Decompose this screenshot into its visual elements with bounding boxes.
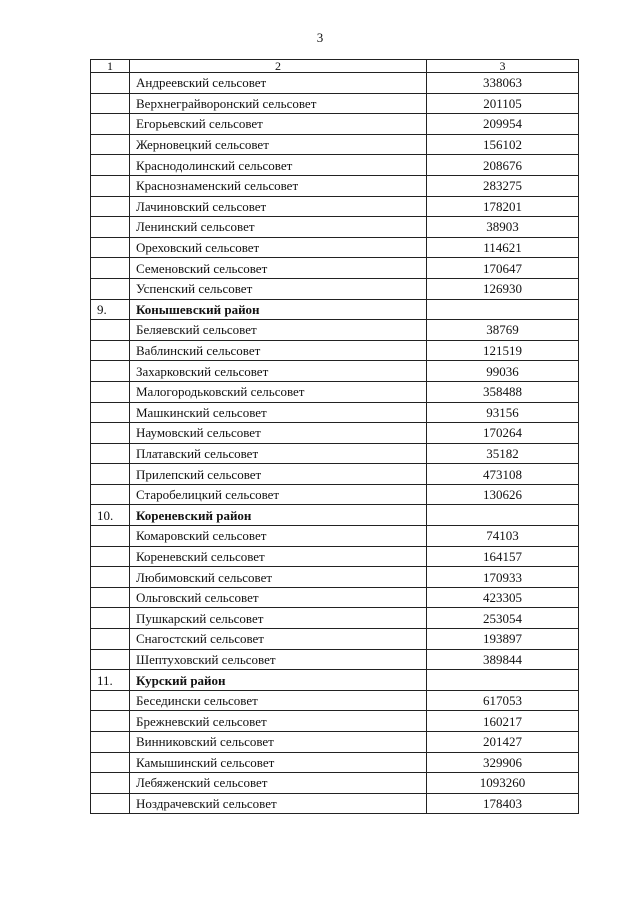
row-number-cell xyxy=(91,773,130,794)
row-name-cell: Захарковский сельсовет xyxy=(130,361,427,382)
row-name-cell: Лачиновский сельсовет xyxy=(130,196,427,217)
table-row xyxy=(91,526,579,547)
row-value-cell: 164157 xyxy=(427,546,579,567)
row-value-cell: 193897 xyxy=(427,629,579,650)
row-name-cell: Жерновецкий сельсовет xyxy=(130,134,427,155)
row-value-cell: 160217 xyxy=(427,711,579,732)
row-value-cell: 38903 xyxy=(427,217,579,238)
row-name-cell: Кореневский район xyxy=(130,505,427,526)
row-name-cell: Наумовский сельсовет xyxy=(130,423,427,444)
row-name-cell: Старобелицкий сельсовет xyxy=(130,484,427,505)
data-table xyxy=(90,59,579,814)
table-row xyxy=(91,134,579,155)
district-row xyxy=(91,505,579,526)
row-value-cell: 170647 xyxy=(427,258,579,279)
row-number-cell xyxy=(91,567,130,588)
header-cell-2: 2 xyxy=(130,60,427,73)
row-name-cell: Лебяженский сельсовет xyxy=(130,773,427,794)
table-header-row xyxy=(91,60,579,73)
row-value-cell: 93156 xyxy=(427,402,579,423)
row-number-cell xyxy=(91,155,130,176)
row-number-cell xyxy=(91,608,130,629)
row-value-cell xyxy=(427,505,579,526)
table-row xyxy=(91,381,579,402)
row-name-cell: Шептуховский сельсовет xyxy=(130,649,427,670)
row-name-cell: Беляевский сельсовет xyxy=(130,320,427,341)
table-row xyxy=(91,587,579,608)
row-value-cell xyxy=(427,670,579,691)
row-name-cell: Кореневский сельсовет xyxy=(130,546,427,567)
row-number-cell xyxy=(91,93,130,114)
table-row xyxy=(91,73,579,94)
row-name-cell: Ноздрачевский сельсовет xyxy=(130,793,427,814)
district-row xyxy=(91,670,579,691)
row-name-cell: Комаровский сельсовет xyxy=(130,526,427,547)
header-cell-3: 3 xyxy=(427,60,579,73)
row-value-cell: 209954 xyxy=(427,114,579,135)
row-name-cell: Верхнеграйворонский сельсовет xyxy=(130,93,427,114)
table-row xyxy=(91,196,579,217)
row-number-cell xyxy=(91,423,130,444)
table-row xyxy=(91,114,579,135)
row-number-cell xyxy=(91,732,130,753)
row-number-cell xyxy=(91,134,130,155)
row-number-cell xyxy=(91,484,130,505)
row-number-cell xyxy=(91,587,130,608)
row-name-cell: Винниковский сельсовет xyxy=(130,732,427,753)
table-body xyxy=(91,60,579,814)
table-row xyxy=(91,93,579,114)
row-name-cell: Краснодолинский сельсовет xyxy=(130,155,427,176)
row-number-cell xyxy=(91,649,130,670)
row-number-cell: 10. xyxy=(91,505,130,526)
table-row xyxy=(91,258,579,279)
row-number-cell xyxy=(91,443,130,464)
table-row xyxy=(91,567,579,588)
row-value-cell: 617053 xyxy=(427,690,579,711)
table-row xyxy=(91,278,579,299)
row-name-cell: Курский район xyxy=(130,670,427,691)
row-value-cell: 170933 xyxy=(427,567,579,588)
row-value-cell: 473108 xyxy=(427,464,579,485)
row-value-cell: 1093260 xyxy=(427,773,579,794)
row-number-cell xyxy=(91,237,130,258)
table-row xyxy=(91,773,579,794)
row-number-cell xyxy=(91,114,130,135)
table-row xyxy=(91,793,579,814)
table-row xyxy=(91,732,579,753)
row-number-cell: 9. xyxy=(91,299,130,320)
row-number-cell xyxy=(91,258,130,279)
row-number-cell xyxy=(91,381,130,402)
row-name-cell: Машкинский сельсовет xyxy=(130,402,427,423)
row-name-cell: Конышевский район xyxy=(130,299,427,320)
row-value-cell: 38769 xyxy=(427,320,579,341)
table-row xyxy=(91,217,579,238)
row-name-cell: Андреевский сельсовет xyxy=(130,73,427,94)
table-row xyxy=(91,464,579,485)
row-name-cell: Прилепский сельсовет xyxy=(130,464,427,485)
table-row xyxy=(91,320,579,341)
row-value-cell: 35182 xyxy=(427,443,579,464)
row-number-cell xyxy=(91,175,130,196)
district-row xyxy=(91,299,579,320)
row-name-cell: Успенский сельсовет xyxy=(130,278,427,299)
row-number-cell xyxy=(91,320,130,341)
row-name-cell: Егорьевский сельсовет xyxy=(130,114,427,135)
row-value-cell: 201105 xyxy=(427,93,579,114)
row-name-cell: Краснознаменский сельсовет xyxy=(130,175,427,196)
row-value-cell: 358488 xyxy=(427,381,579,402)
row-value-cell: 130626 xyxy=(427,484,579,505)
table-row xyxy=(91,155,579,176)
row-number-cell xyxy=(91,629,130,650)
table-row xyxy=(91,175,579,196)
row-value-cell: 329906 xyxy=(427,752,579,773)
row-value-cell: 156102 xyxy=(427,134,579,155)
page-number: 3 xyxy=(316,30,324,45)
row-number-cell xyxy=(91,546,130,567)
row-value-cell: 114621 xyxy=(427,237,579,258)
table-row xyxy=(91,752,579,773)
row-number-cell xyxy=(91,752,130,773)
row-name-cell: Любимовский сельсовет xyxy=(130,567,427,588)
row-name-cell: Ореховский сельсовет xyxy=(130,237,427,258)
row-value-cell: 178201 xyxy=(427,196,579,217)
row-number-cell xyxy=(91,464,130,485)
table-row xyxy=(91,361,579,382)
row-name-cell: Снагостский сельсовет xyxy=(130,629,427,650)
row-number-cell xyxy=(91,793,130,814)
table-row xyxy=(91,402,579,423)
row-name-cell: Семеновский сельсовет xyxy=(130,258,427,279)
row-name-cell: Пушкарский сельсовет xyxy=(130,608,427,629)
row-name-cell: Камышинский сельсовет xyxy=(130,752,427,773)
row-value-cell: 423305 xyxy=(427,587,579,608)
row-value-cell: 338063 xyxy=(427,73,579,94)
row-number-cell: 11. xyxy=(91,670,130,691)
row-name-cell: Малогородьковский сельсовет xyxy=(130,381,427,402)
table-row xyxy=(91,340,579,361)
row-number-cell xyxy=(91,340,130,361)
row-value-cell: 99036 xyxy=(427,361,579,382)
row-value-cell: 389844 xyxy=(427,649,579,670)
row-number-cell xyxy=(91,402,130,423)
row-number-cell xyxy=(91,526,130,547)
row-name-cell: Беседински сельсовет xyxy=(130,690,427,711)
row-value-cell: 121519 xyxy=(427,340,579,361)
table-row xyxy=(91,649,579,670)
row-name-cell: Ленинский сельсовет xyxy=(130,217,427,238)
row-value-cell: 283275 xyxy=(427,175,579,196)
row-value-cell: 201427 xyxy=(427,732,579,753)
row-value-cell: 170264 xyxy=(427,423,579,444)
row-name-cell: Ваблинский сельсовет xyxy=(130,340,427,361)
row-number-cell xyxy=(91,73,130,94)
row-number-cell xyxy=(91,711,130,732)
table-row xyxy=(91,484,579,505)
row-value-cell: 208676 xyxy=(427,155,579,176)
row-value-cell: 178403 xyxy=(427,793,579,814)
table-row xyxy=(91,546,579,567)
table-row xyxy=(91,443,579,464)
row-value-cell: 253054 xyxy=(427,608,579,629)
table-row xyxy=(91,629,579,650)
table-row xyxy=(91,423,579,444)
table-row xyxy=(91,711,579,732)
table-row xyxy=(91,690,579,711)
header-cell-1: 1 xyxy=(91,60,130,73)
row-value-cell xyxy=(427,299,579,320)
row-number-cell xyxy=(91,278,130,299)
table-row xyxy=(91,237,579,258)
table-row xyxy=(91,608,579,629)
row-value-cell: 74103 xyxy=(427,526,579,547)
row-number-cell xyxy=(91,361,130,382)
row-number-cell xyxy=(91,217,130,238)
row-name-cell: Брежневский сельсовет xyxy=(130,711,427,732)
row-number-cell xyxy=(91,196,130,217)
row-number-cell xyxy=(91,690,130,711)
row-name-cell: Платавский сельсовет xyxy=(130,443,427,464)
row-name-cell: Ольговский сельсовет xyxy=(130,587,427,608)
row-value-cell: 126930 xyxy=(427,278,579,299)
